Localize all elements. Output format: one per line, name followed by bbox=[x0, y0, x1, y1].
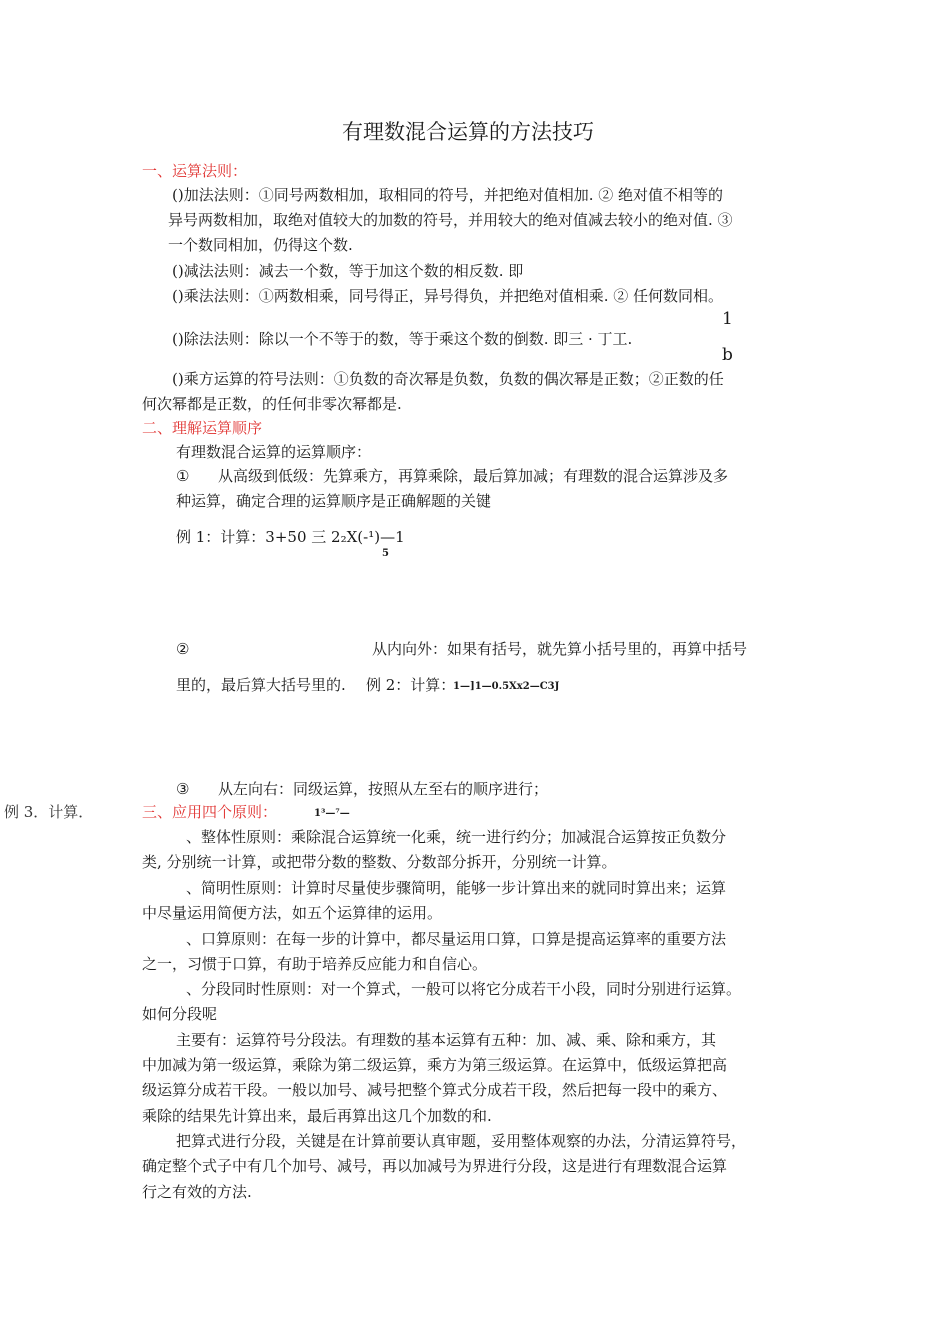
principle-3-line-1: 、口算原则：在每一步的计算中，都尽量运用口算，口算是提高运算率的重要方法 bbox=[186, 930, 727, 948]
segmentation-line-1: 主要有：运算符号分段法。有理数的基本运算有五种：加、减、乘、除和乘方，其 bbox=[176, 1031, 717, 1049]
example-3-margin-text: 例 3．计算． bbox=[4, 803, 94, 821]
section-heading-principles: 三、应用四个原则： bbox=[142, 803, 278, 821]
rule1-continuation: 种运算，确定合理的运算顺序是正确解题的关键 bbox=[176, 492, 492, 510]
principle-4-line-2: 如何分段呢 bbox=[142, 1005, 218, 1023]
rule2-number: ② bbox=[176, 640, 190, 658]
addition-rule-line-3: 一个数同相加，仍得这个数. bbox=[168, 236, 353, 254]
principle-1-line-2: 类, 分别统一计算，或把带分数的整数、分数部分拆开，分别统一计算。 bbox=[142, 853, 617, 871]
fraction-numerator: 1 bbox=[722, 309, 733, 329]
method-line-2: 确定整个式子中有几个加号、减号，再以加减号为界进行分段，这是进行有理数混合运算 bbox=[142, 1157, 728, 1175]
segmentation-line-3: 级运算分成若干段。一般以加号、减号把整个算式分成若干段，然后把每一段中的乘方、 bbox=[142, 1081, 728, 1099]
addition-rule-line-1: ()加法法则：①同号两数相加，取相同的符号，并把绝对值相加. ② 绝对值不相等的 bbox=[172, 186, 724, 204]
section-heading-order: 二、理解运算顺序 bbox=[142, 419, 263, 437]
page-title: 有理数混合运算的方法技巧 bbox=[342, 120, 594, 144]
principle-3-line-2: 之一，习惯于口算，有助于培养反应能力和自信心。 bbox=[142, 955, 488, 973]
principle-2-line-1: 、简明性原则：计算时尽量使步骤简明，能够一步计算出来的就同时算出来；运算 bbox=[186, 879, 727, 897]
subtraction-rule: ()减法法则：减去一个数，等于加这个数的相反数. 即 bbox=[172, 262, 524, 280]
segmentation-line-4: 乘除的结果先计算出来，最后再算出这几个加数的和. bbox=[142, 1107, 492, 1125]
addition-rule-line-2: 异号两数相加，取绝对值较大的加数的符号，并用较大的绝对值减去较小的绝对值. ③ bbox=[168, 211, 733, 229]
section-heading-rules: 一、运算法则： bbox=[142, 162, 248, 180]
principle-2-line-2: 中尽量运用简便方法，如五个运算律的运用。 bbox=[142, 904, 443, 922]
rule3-text: 从左向右：同级运算，按照从左至右的顺序进行； bbox=[218, 780, 549, 798]
example-3-expression: 1³—⁷— bbox=[314, 808, 350, 819]
rule2-text: 从内向外：如果有括号，就先算小括号里的，再算中括号 bbox=[372, 640, 748, 658]
method-line-1: 把算式进行分段，关键是在计算前要认真审题，妥用整体观察的办法，分清运算符号， bbox=[176, 1132, 747, 1150]
method-line-3: 行之有效的方法. bbox=[142, 1183, 252, 1201]
rule1-number: ① bbox=[176, 467, 190, 485]
fraction-denominator: b bbox=[722, 345, 733, 365]
division-rule: ()除法法则：除以一个不等于的数，等于乘这个数的倒数. 即三 · 丁工. bbox=[172, 330, 633, 348]
example-2-expression: 1—]1—0.5Xx2—C3J bbox=[453, 681, 560, 692]
principle-4-line-1: 、分段同时性原则：对一个算式，一般可以将它分成若干小段，同时分别进行运算。 bbox=[186, 980, 742, 998]
principle-1-line-1: 、整体性原则：乘除混合运算统一化乘，统一进行约分；加减混合运算按正负数分 bbox=[186, 828, 727, 846]
example-1: 例 1：计算：3+50 三 2₂X(-¹)—1 bbox=[176, 528, 405, 546]
order-intro: 有理数混合运算的运算顺序： bbox=[176, 443, 372, 461]
segmentation-line-2: 中加减为第一级运算，乘除为第二级运算，乘方为第三级运算。在运算中，低级运算把高 bbox=[142, 1056, 728, 1074]
power-sign-rule-line-2: 何次幂都是正数，的任何非零次幂都是. bbox=[142, 395, 402, 413]
example-2-label: 例 2：计算： bbox=[366, 676, 456, 694]
rule1-text: 从高级到低级：先算乘方，再算乘除，最后算加减；有理数的混合运算涉及多 bbox=[218, 467, 729, 485]
example-1-subscript: 5 bbox=[382, 548, 389, 559]
rule3-number: ③ bbox=[176, 780, 190, 798]
multiplication-rule: ()乘法法则：①两数相乘，同号得正，异号得负，并把绝对值相乘. ② 任何数同相。 bbox=[172, 287, 724, 305]
power-sign-rule-line-1: ()乘方运算的符号法则：①负数的奇次幂是负数，负数的偶次幂是正数；②正数的任 bbox=[172, 370, 724, 388]
rule2-continuation: 里的，最后算大括号里的. bbox=[176, 676, 346, 694]
